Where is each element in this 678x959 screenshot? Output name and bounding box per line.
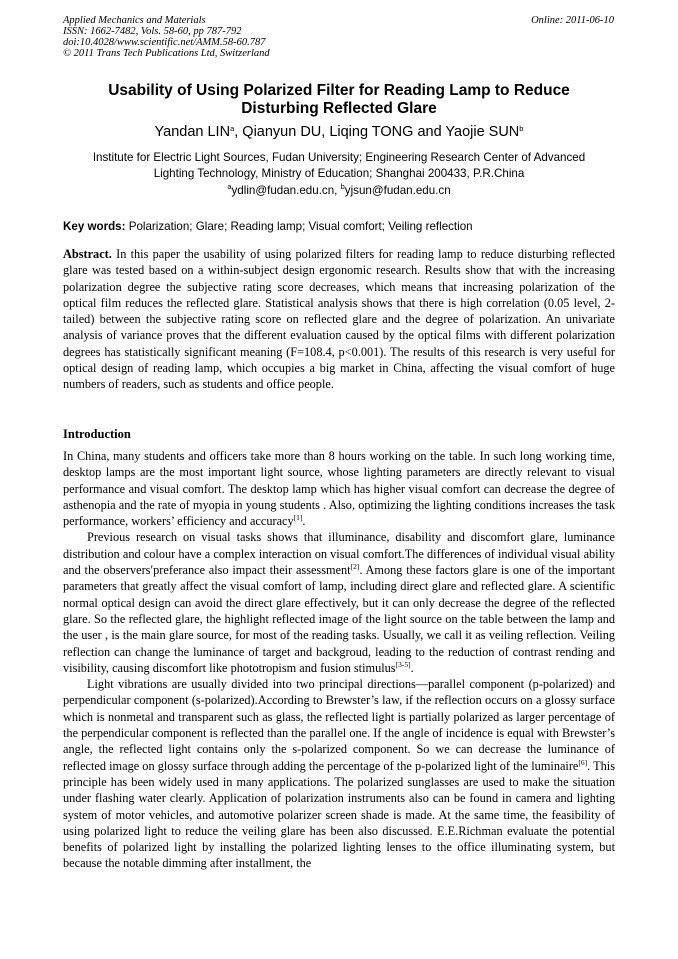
introduction-body [63, 448, 615, 872]
author-4-mark: b [519, 124, 524, 133]
citation-ref[interactable]: [1] [293, 513, 303, 523]
journal-name: Applied Mechanics and Materials [63, 15, 206, 26]
copyright-line: © 2011 Trans Tech Publications Ltd, Switzerland [63, 48, 270, 59]
intro-p1-end: . [302, 514, 306, 529]
intro-paragraph-1 [63, 448, 615, 529]
intro-p2-text-a: Previous research on visual tasks shows that illuminance, disability and discomfort glare, luminance distribution and colour have a complex interaction on visual comfort.The differences of individual visual ability and the observers′preferance also impact their assessment [63, 530, 615, 578]
intro-paragraph-2 [63, 529, 615, 676]
intro-p3-text-a: Light vibrations are usually divided into two principal directions—parallel component (p-polarized) and perpendicular component (s-polarized).According to Brewster’s law, if the reflection occurs on a glossy surface which is nonmetal and transparent such as glass, the reflected light is partially polarized as larger percentage of the perpendicular component is reflected than the parallel one. If the angle of incidence is equal with Brewster’s angle, the reflected light contains only the s-polarized component. So we can decrease the luminance of reflected image on glossy surface through adding the percentage of the p-polarized light of the luminaire [63, 677, 615, 773]
keywords [63, 219, 615, 235]
title-line-1: Usability of Using Polarized Filter for Reading Lamp to Reduce [108, 82, 570, 99]
intro-p1-text: In China, many students and officers take more than 8 hours working on the table. In such long working time, desktop lamps are the most important light source, whose lighting parameters are directly relevant to visual performance and visual comfort. The desktop lamp which has higher visual comfort can decrease the degree of asthenopia and the rate of myopia in young students . Also, optimizing the lighting conditions increases the task performance, workers’ efficiency and accuracy [63, 449, 615, 529]
email-b-mark: b [340, 182, 345, 191]
doi-line[interactable]: doi:10.4028/www.scientific.net/AMM.58-60.787 [63, 37, 266, 48]
keywords-text: Polarization; Glare; Reading lamp; Visual comfort; Veiling reflection [125, 220, 473, 233]
email-b[interactable]: yjsun@fudan.edu.cn [344, 184, 451, 197]
author-1-mark: a [230, 124, 235, 133]
online-date: Online: 2011-06-10 [531, 15, 614, 26]
section-heading-introduction: Introduction [63, 427, 131, 441]
keywords-label: Key words: [63, 220, 126, 233]
intro-paragraph-3 [63, 676, 615, 872]
citation-ref[interactable]: [2] [350, 562, 360, 572]
citation-ref[interactable]: [3-5] [395, 659, 411, 669]
abstract [63, 246, 615, 393]
affiliation [63, 150, 615, 182]
affiliation-line-2: Lighting Technology, Ministry of Education; Shanghai 200433, P.R.China [153, 167, 525, 180]
author-emails [63, 183, 615, 199]
email-a-mark: a [227, 182, 232, 191]
abstract-label: Abstract. [63, 247, 112, 261]
abstract-text: In this paper the usability of using polarized filters for reading lamp to reduce disturbing reflected glare was tested based on a within-subject design ergonomic research. Results show that with the increasing polarization degree the subjective rating score decreases, which means that increasing polarization of the optical film reduces the reflected glare. Statistical analysis shows that there is high correlation (0.05 level, 2-tailed) between the subjective rating score on reflected glare and the degree of polarization. An univariate analysis of variance proves that the different evaluation caused by the optical films with different polarization degrees has statistically significant meaning (F=108.4, p<0.001). The results of this research is very useful for optical design of reading lamp, which occupies a big market in China, affecting the visual comfort of huge numbers of readers, such as students and office people. [63, 247, 615, 392]
author-1: Yandan LIN [154, 124, 231, 140]
email-a[interactable]: ydlin@fudan.edu.cn, [231, 184, 341, 197]
other-authors: , Qianyun DU, Liqing TONG and Yaojie SUN [234, 124, 520, 140]
title-line-2: Disturbing Reflected Glare [241, 100, 437, 117]
affiliation-line-1: Institute for Electric Light Sources, Fudan University; Engineering Research Center of Advanced [92, 151, 586, 164]
paper-title [63, 82, 615, 118]
author-list [63, 123, 615, 141]
intro-p2-end: . [410, 660, 414, 675]
citation-ref[interactable]: [6] [578, 757, 588, 767]
intro-p2-text-b: . Among these factors glare is one of the important parameters that greatly affect the visual comfort of lamp, including direct glare and reflected glare. A scientific normal optical design can avoid the direct glare effectively, but it can only decrease the degree of the reflected glare. So the reflected glare, the highlight reflected image of the light source on the table between the lamp and the user , is the main glare source, for most of the reading tasks. Usually, we call it as veiling reflection. Veiling reflection can change the luminance of target and backgroud, leading to the reduction of contrast rending and visibility, causing discomfort like phototropism and fusion stimulus [63, 563, 616, 675]
intro-p3-text-b: . This principle has been widely used in many applications. The polarized sunglasses are used to make the situation under flashing water clearly. Application of polarization instruments also can be found in camera and lighting system of motor vehicles, and automotive polarizer screen shade is made. At the same time, the feasibility of using polarized light to reduce the veiling glare has been also discussed. E.E.Richman evaluate the potential benefits of polarized light by installing the polarized lighting lenses to the office illuminating system, but because the notable dimming after installment, the [63, 758, 615, 871]
issn-line: ISSN: 1662-7482, Vols. 58-60, pp 787-792 [63, 26, 242, 37]
journal-header [63, 15, 270, 59]
